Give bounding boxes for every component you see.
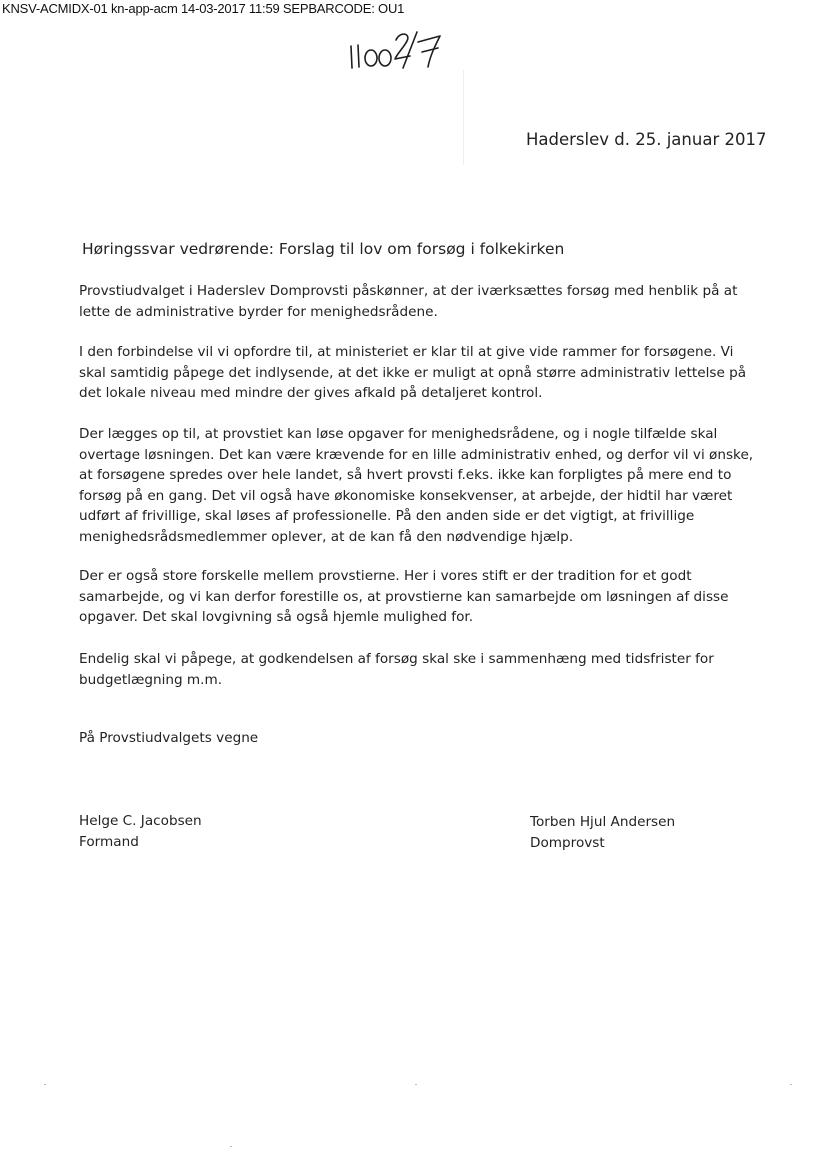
scan-speck xyxy=(44,1084,46,1085)
date-line: Haderslev d. 25. januar 2017 xyxy=(526,130,767,149)
handwritten-note xyxy=(345,28,455,76)
signatory-chairman xyxy=(79,811,202,852)
scan-speck xyxy=(230,1146,232,1147)
signatory-name: Helge C. Jacobsen xyxy=(79,813,202,829)
paragraph-2: I den forbindelse vil vi opfordre til, at ministeriet er klar til at give vide rammer for forsøgene. Vi skal samtidig påpege det indlysende, at det ikke er muligt at opnå større administrativ lettelse på det lokale niveau med mindre der gives afkald på detaljeret kontrol. xyxy=(79,344,747,402)
paragraph-5: Endelig skal vi påpege, at godkendelsen af forsøg skal ske i sammenhæng med tidsfrister for budgetlægning m.m. xyxy=(79,651,714,688)
letter-subject: Høringssvar vedrørende: Forslag til lov om forsøg i folkekirken xyxy=(82,240,565,258)
signatory-name: Torben Hjul Andersen xyxy=(530,814,676,830)
signatory-dean xyxy=(530,812,675,853)
paragraph-4: Der er også store forskelle mellem provstierne. Her i vores stift er der tradition for et godt samarbejde, og vi kan derfor forestille os, at provstierne kan samarbejde om løsningen af disse opgaver. Det skal lovgivning så også hjemle mulighed for. xyxy=(79,568,729,626)
fax-header: KNSV-ACMIDX-01 kn-app-acm 14-03-2017 11:59 SEPBARCODE: OU1 xyxy=(2,1,405,16)
paragraph-1: Provstiudvalget i Haderslev Domprovsti påskønner, at der iværksættes forsøg med henblik på at lette de administrative byrder for menighedsrådene. xyxy=(79,283,738,320)
scan-speck xyxy=(790,1084,792,1085)
signatory-title: Formand xyxy=(79,833,139,850)
scan-artifact-line xyxy=(463,70,464,165)
closing-line: På Provstiudvalgets vegne xyxy=(79,730,259,746)
scan-speck xyxy=(415,1084,417,1085)
paragraph-3: Der lægges op til, at provstiet kan løse opgaver for menighedsrådene, og i nogle tilfælde skal overtage løsningen. Det kan være krævende for en lille administrativ enhed, og derfor vil vi ønske, at forsøgene spredes over hele landet, så hvert provsti f.eks. ikke kan forpligtes på mere end to forsøg på en gang. Det vil også have økonomiske konsekvenser, at arbejde, der hidtil har været udført af frivillige, skal løses af professionelle. På den anden side er det vigtigt, at frivillige menighedsrådsmedlemmer oplever, at de kan få den nødvendige hjælp. xyxy=(79,426,754,545)
signatory-title: Domprovst xyxy=(530,834,605,851)
